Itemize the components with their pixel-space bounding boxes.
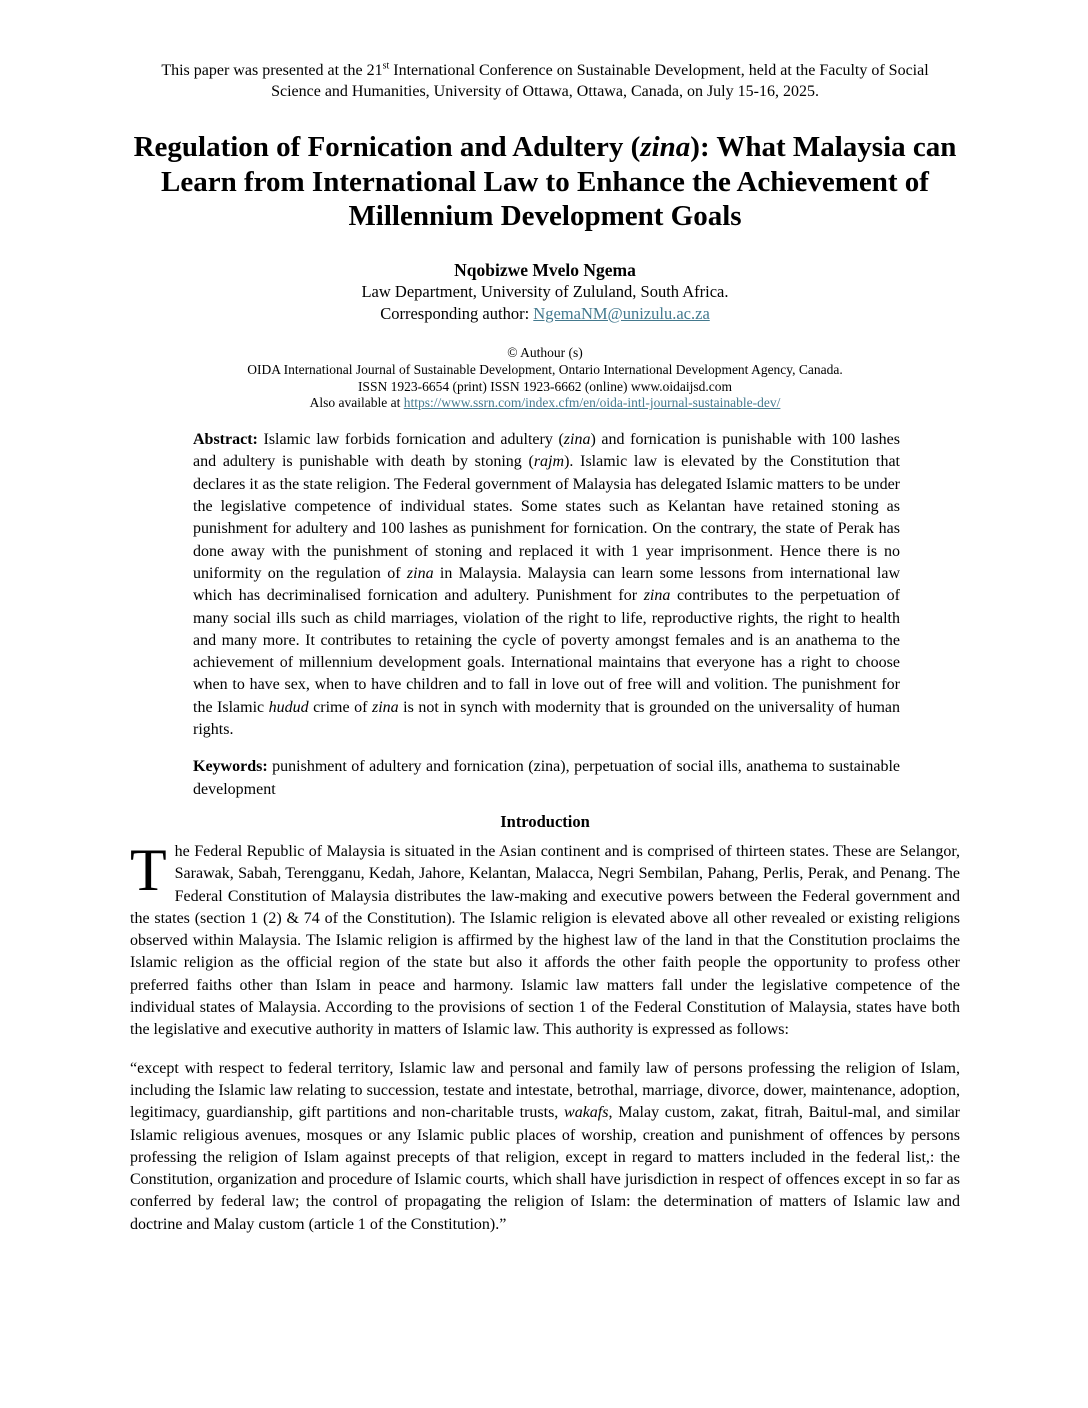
text-segment: Islamic law forbids fornication and adultery (	[257, 431, 564, 449]
drop-cap: T	[130, 836, 167, 903]
issn-line: ISSN 1923-6654 (print) ISSN 1923-6662 (online) www.oidaijsd.com	[357, 378, 733, 394]
text-segment: Also available at	[309, 395, 404, 411]
journal-line: OIDA International Journal of Sustainable Development, Ontario International Development Agency, Canada.	[247, 361, 843, 377]
corresponding-author-line	[130, 303, 960, 325]
text-segment: This paper was presented at the 21	[161, 62, 383, 79]
availability-line	[130, 395, 960, 412]
text-segment: in Malaysia. Malaysia can learn some lessons from international law which has decriminalised fornication and adultery. Punishment for	[193, 564, 900, 605]
conference-note	[160, 60, 930, 102]
text-segment: ). Islamic law is elevated by the Constitution that declares it as the state religion. The Federal government of Malaysia has delegated Islamic matters to be under the legislative competence of individual states. Some states such as Kelantan have retained stoning as punishment for adultery and 100 lashes as punishment for fornication. On the contrary, the state of Perak has done away with the punishment of stoning and replaced it with 1 year imprisonment. Hence there is no uniformity on the regulation of	[193, 453, 901, 582]
author-block	[130, 260, 960, 325]
text-segment: crime of	[308, 698, 372, 716]
copyright-block	[130, 345, 960, 412]
text-segment: hudud	[268, 698, 309, 716]
text-segment: is not in synch with modernity that is grounded on the universality of human rights.	[193, 698, 901, 739]
introduction-heading: Introduction	[500, 811, 590, 831]
text-segment: , Malay custom, zakat, fitrah, Baitul-mal, and similar Islamic religious avenues, mosques or any Islamic public places of worship, creation and punishment of offences by persons professing the religion of Islam against precepts of that religion, except in regard to matters included in the federal list,: the Constitution, organization and procedure of Islamic courts, which shall have jurisdiction in respect of offences except in so far as conferred by federal law; the control of propagating the religion of Islam: the determination of matters of Islamic law and doctrine and Malay custom (article 1 of the Constitution).”	[130, 1104, 961, 1233]
text-segment: zina	[406, 564, 434, 582]
author-name: Nqobizwe Mvelo Ngema	[454, 259, 636, 280]
text-segment: zina	[640, 131, 691, 163]
text-segment: punishment of adultery and fornication (zina), perpetuation of social ills, anathema to sustainable development	[193, 758, 900, 798]
introduction-text: he Federal Republic of Malaysia is situated in the Asian continent and is comprised of thirteen states. These are Selangor, Sarawak, Sabah, Terengganu, Kedah, Jahore, Kelantan, Malacca, Negri Sembilan, Pahang, Perlis, Perak, and Penang. The Federal Constitution of Malaysia distributes the law-making and executive powers between the Federal government and the states (section 1 (2) & 74 of the Constitution). The Islamic religion is elevated above all other revealed or existing religions observed within Malaysia. The Islamic religion is affirmed by the highest law of the land in that the Constitution proclaims the Islamic religion as the official region of the state but also it affords the other faith people the opportunity to profess other preferred faiths other than Islam in peace and harmony. Islamic law matters fall under the legislative competence of the individual states of Malaysia. According to the provisions of section 1 of the Federal Constitution of Malaysia, states have both the legislative and executive authority in matters of Islamic law. This authority is expressed as follows:	[130, 842, 960, 1039]
text-segment: International Conference on Sustainable Development, held at the Faculty of Social Science and Humanities, University of Ottawa, Ottawa, Canada, on July 15-16, 2025.	[271, 62, 929, 100]
text-segment: ): What Malaysia can Learn from International Law to Enhance the Achievement of Millennium Development Goals	[161, 131, 957, 232]
text-segment: zina	[643, 587, 671, 605]
text-segment: Corresponding author:	[380, 303, 534, 323]
text-segment: zina	[563, 431, 591, 449]
paper-title	[130, 130, 960, 234]
ssrn-link[interactable]: https://www.ssrn.com/index.cfm/en/oida-intl-journal-sustainable-dev/	[403, 395, 781, 411]
text-segment: st	[382, 60, 390, 72]
copyright-authors-line: © Authour (s)	[507, 345, 583, 360]
text-segment: Regulation of Fornication and Adultery (	[133, 131, 641, 163]
introduction-paragraph	[130, 836, 960, 1042]
email-link[interactable]: NgemaNM@unizulu.ac.za	[533, 303, 710, 323]
author-affiliation: Law Department, University of Zululand, South Africa.	[361, 282, 729, 301]
keywords-paragraph	[193, 756, 900, 801]
text-segment: Abstract:	[193, 431, 258, 449]
text-segment: contributes to the perpetuation of many social ills such as child marriages, violation of the right to life, reproductive rights, the right to health and many more. It contributes to retaining the cycle of poverty amongst females and is an anathema to the achievement of millennium development goals. International maintains that everyone has a right to choose when to have sex, when to have children and to fall in love out of free will and volition. The punishment for the Islamic	[193, 587, 900, 716]
text-segment: ) and fornication is punishable with 100 lashes and adultery is punishable with death by stoning (	[193, 431, 900, 471]
text-segment: “except with respect to federal territory, Islamic law and personal and family law of persons professing the religion of Islam, including the Islamic law relating to succession, testate and intestate, betrothal, marriage, divorce, dower, maintenance, adoption, legitimacy, guardianship, gift partitions and non-charitable trusts,	[130, 1059, 960, 1122]
quotation-paragraph	[130, 1058, 960, 1236]
text-segment: wakafs	[564, 1104, 609, 1122]
text-segment: zina	[371, 698, 399, 716]
abstract-paragraph	[193, 429, 900, 741]
text-segment: Keywords:	[193, 758, 268, 776]
text-segment: rajm	[533, 453, 565, 471]
